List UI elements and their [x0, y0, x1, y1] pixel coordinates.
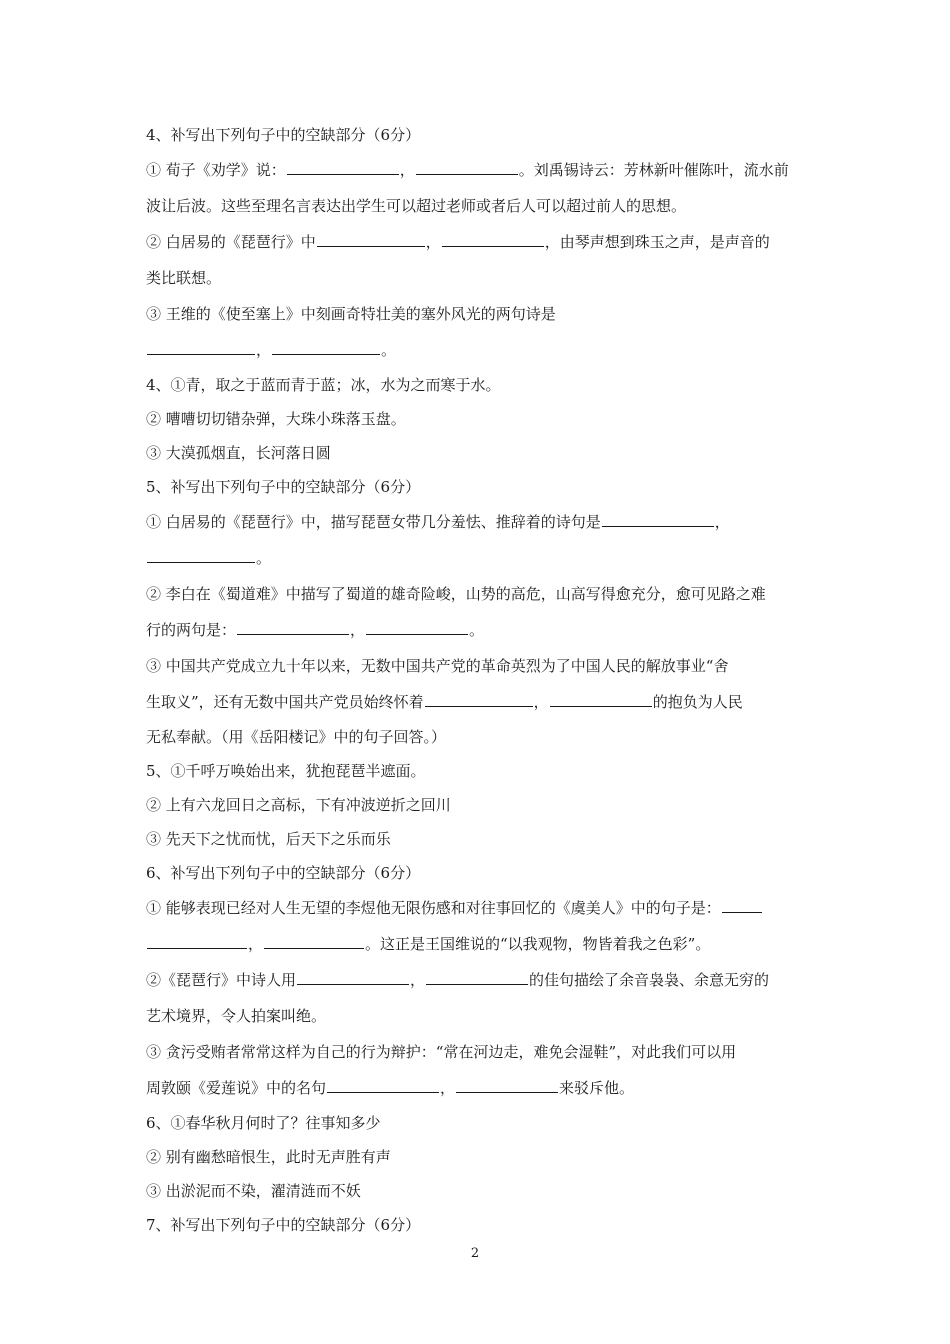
- q5-item-3-note: 无私奉献。（用《岳阳楼记》中的句子回答。）: [146, 728, 447, 746]
- q6-item-3-tail: 来驳斥他。: [559, 1079, 635, 1097]
- q4-item-1-tail: 。刘禹锡诗云：芳林新叶催陈叶，流水前: [518, 161, 789, 179]
- answer-blank: [426, 971, 528, 985]
- q4-item-1: [146, 152, 810, 188]
- separator: ，: [714, 513, 730, 531]
- separator: ，: [533, 693, 549, 711]
- answer-blank: [147, 935, 247, 949]
- q5-item-3-cont: [146, 684, 810, 720]
- answer-blank: [550, 693, 652, 707]
- q6-item-2: [146, 962, 810, 998]
- q5-item-2-tail: 。: [469, 621, 485, 639]
- q5-item-1-cont: [146, 540, 810, 576]
- separator: ，: [440, 1079, 456, 1097]
- q6-item-1-cont: [146, 926, 810, 962]
- answer-blank: [327, 1079, 439, 1093]
- q6-title: 6、补写出下列句子中的空缺部分（6分）: [146, 864, 421, 882]
- answer-blank: [602, 513, 714, 527]
- q6-item-2-text: ②《琵琶行》中诗人用: [146, 971, 297, 989]
- q4-item-2-text: ② 白居易的《琵琶行》中: [146, 233, 316, 251]
- a6-line-2: ② 别有幽愁暗恨生，此时无声胜有声: [146, 1148, 391, 1166]
- q4-item-2-tail: ，由琴声想到珠玉之声，是声音的: [544, 233, 770, 251]
- q4-item-2-cont: 类比联想。: [146, 269, 222, 287]
- answer-blank: [287, 161, 399, 175]
- answer-blank: [425, 693, 533, 707]
- q5-item-1-text: ① 白居易的《琵琶行》中，描写琵琶女带几分羞怯、推辞着的诗句是: [146, 513, 601, 531]
- answer-blank: [147, 341, 255, 355]
- separator: ，: [410, 971, 426, 989]
- page-content: [146, 118, 810, 1242]
- page-number: 2: [470, 1246, 480, 1261]
- q4-item-3-tail: 。: [381, 341, 397, 359]
- a5-line-1: 5、①千呼万唤始出来，犹抱琵琶半遮面。: [146, 762, 426, 780]
- q5-item-1-tail: 。: [256, 549, 272, 567]
- q6-item-2-cont: 艺术境界，令人拍案叫绝。: [146, 1007, 327, 1025]
- separator: ，: [350, 621, 366, 639]
- q5-item-3-tail: 的抱负为人民: [652, 693, 743, 711]
- a6-line-1: 6、①春华秋月何时了？往事知多少: [146, 1114, 381, 1132]
- q5-item-2-text: 行的两句是：: [146, 621, 237, 639]
- answer-blank: [456, 1079, 558, 1093]
- q4-item-2: [146, 224, 810, 260]
- q4-item-3: ③ 王维的《使至塞上》中刻画奇特壮美的塞外风光的两句诗是: [146, 305, 556, 323]
- q5-title: 5、补写出下列句子中的空缺部分（6分）: [146, 478, 421, 496]
- q5-item-3-text: 生取义”，还有无数中国共产党员始终怀着: [146, 693, 424, 711]
- a4-line-3: ③ 大漠孤烟直，长河落日圆: [146, 444, 331, 462]
- a5-line-2: ② 上有六龙回日之高标，下有冲波逆折之回川: [146, 796, 451, 814]
- q4-title: 4、补写出下列句子中的空缺部分（6分）: [146, 126, 421, 144]
- answer-blank: [147, 549, 255, 563]
- separator: ，: [256, 341, 272, 359]
- separator: ，: [425, 233, 441, 251]
- q5-item-3: ③ 中国共产党成立九十年以来，无数中国共产党的革命英烈为了中国人民的解放事业“舍: [146, 657, 729, 675]
- q6-item-1-text: ① 能够表现已经对人生无望的李煜他无限伤感和对往事回忆的《虞美人》中的句子是：: [146, 899, 721, 917]
- q6-item-3-text: 周敦颐《爱莲说》中的名句: [146, 1079, 327, 1097]
- q4-item-1-text: ① 荀子《劝学》说：: [146, 161, 286, 179]
- answer-blank: [317, 233, 425, 247]
- separator: ，: [399, 161, 415, 179]
- q6-item-3: ③ 贪污受贿者常常这样为自己的行为辩护：“常在河边走，难免会湿鞋”，对此我们可以用: [146, 1043, 737, 1061]
- q6-item-2-tail: 的佳句描绘了余音袅袅、余意无穷的: [529, 971, 770, 989]
- answer-blank: [722, 899, 762, 913]
- answer-blank: [237, 621, 349, 635]
- q4-item-3-cont: [146, 332, 810, 368]
- a4-line-2: ② 嘈嘈切切错杂弹，大珠小珠落玉盘。: [146, 410, 406, 428]
- answer-blank: [416, 161, 518, 175]
- q6-item-3-cont: [146, 1070, 810, 1106]
- q5-item-1: [146, 504, 810, 540]
- answer-blank: [272, 341, 380, 355]
- a4-line-1: 4、①青，取之于蓝而青于蓝；冰，水为之而寒于水。: [146, 376, 501, 394]
- q5-item-2: ② 李白在《蜀道难》中描写了蜀道的雄奇险峻，山势的高危，山高写得愈充分，愈可见路之难: [146, 585, 766, 603]
- answer-blank: [264, 935, 364, 949]
- q6-item-1-tail: 。这正是王国维说的“以我观物，物皆着我之色彩”。: [365, 935, 711, 953]
- answer-blank: [297, 971, 409, 985]
- q6-item-1: [146, 890, 810, 926]
- q4-item-1-cont: 波让后波。这些至理名言表达出学生可以超过老师或者后人可以超过前人的思想。: [146, 197, 687, 215]
- answer-blank: [366, 621, 468, 635]
- q5-item-2-cont: [146, 612, 810, 648]
- answer-blank: [442, 233, 544, 247]
- q7-title: 7、补写出下列句子中的空缺部分（6分）: [146, 1216, 421, 1234]
- a6-line-3: ③ 出淤泥而不染，濯清涟而不妖: [146, 1182, 361, 1200]
- a5-line-3: ③ 先天下之忧而忧，后天下之乐而乐: [146, 830, 391, 848]
- separator: ，: [248, 935, 264, 953]
